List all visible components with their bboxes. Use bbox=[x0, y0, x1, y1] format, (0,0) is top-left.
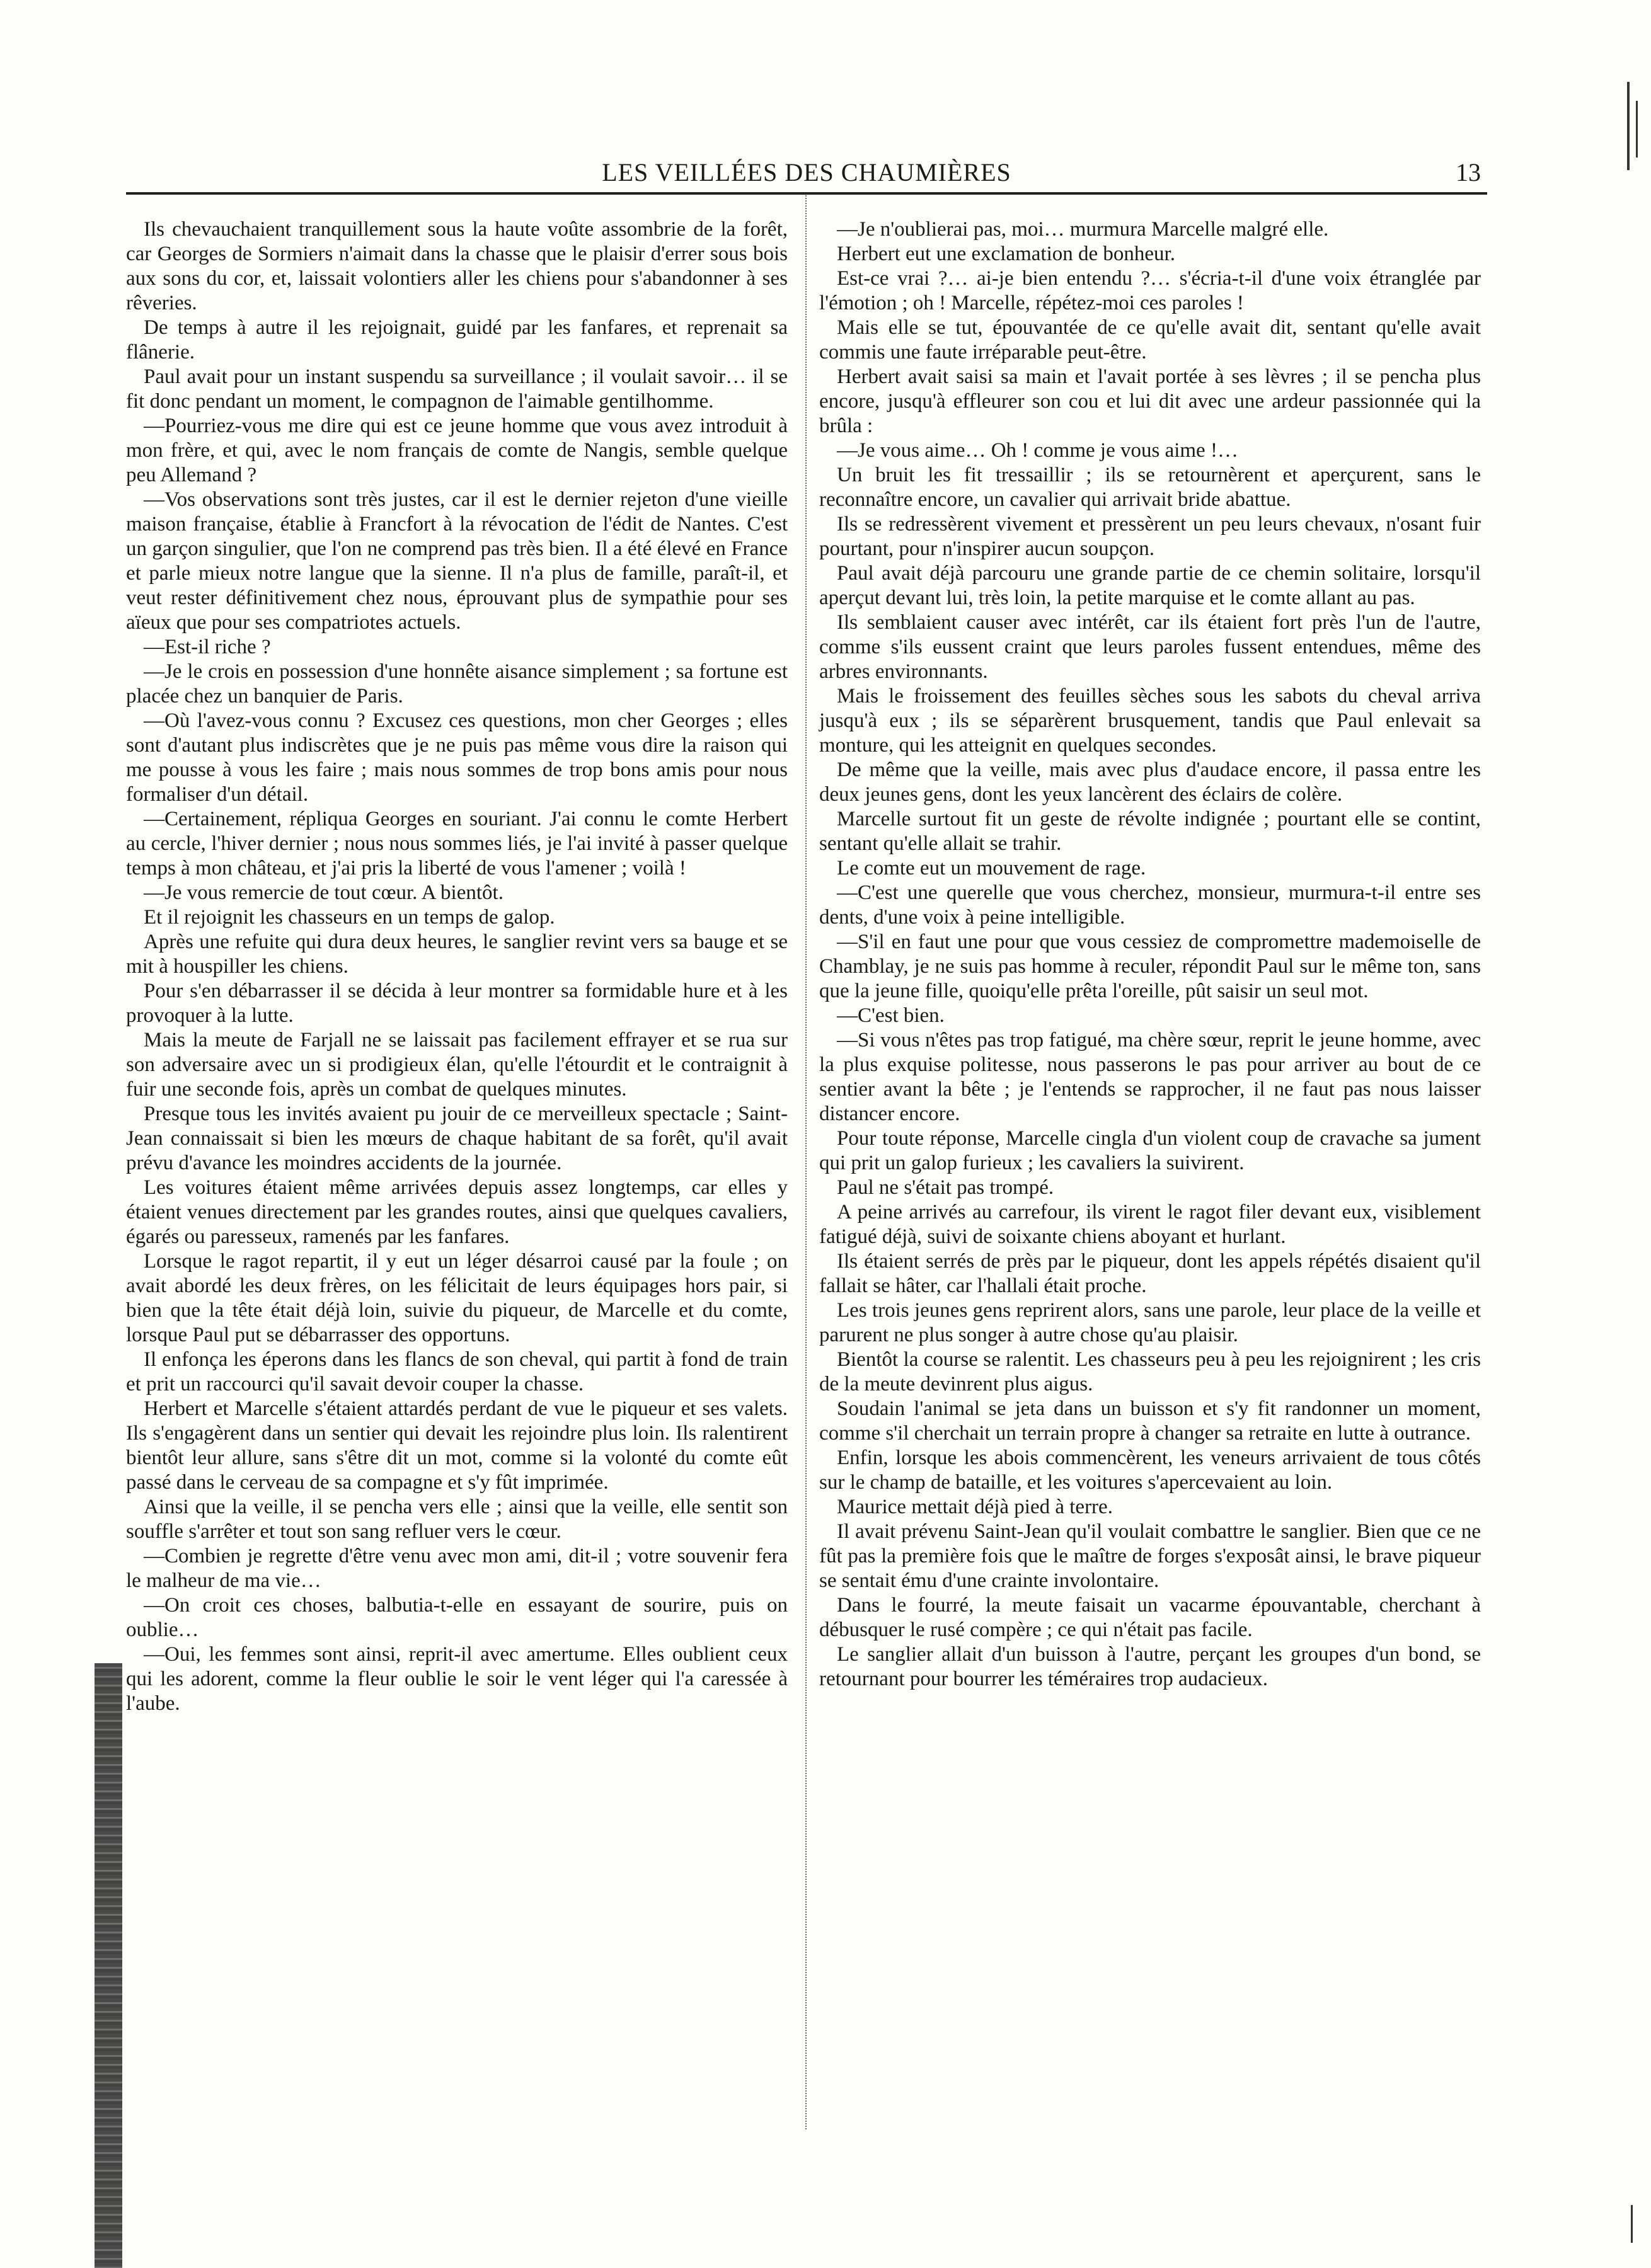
paragraph: —Où l'avez-vous connu ? Excusez ces questions, mon cher Georges ; elles sont d'autant plus indiscrètes que je ne puis pas même vous dire la raison qui me pousse à vous les faire ; mais nous sommes de trop bons amis pour nous formaliser d'un détail. bbox=[126, 709, 788, 806]
paragraph: Le sanglier allait d'un buisson à l'autre, perçant les groupes d'un bond, se retournant pour bourrer les téméraires trop audacieux. bbox=[819, 1643, 1481, 1690]
paragraph: Mais elle se tut, épouvantée de ce qu'elle avait dit, sentant qu'elle avait commis une faute irréparable peut-être. bbox=[819, 316, 1481, 364]
paragraph: Ils se redressèrent vivement et pressèrent un peu leurs chevaux, n'osant fuir pourtant, pour n'inspirer aucun soupçon. bbox=[819, 513, 1481, 560]
paragraph: —Je vous aime… Oh ! comme je vous aime !… bbox=[837, 439, 1238, 462]
paragraph: —C'est une querelle que vous cherchez, monsieur, murmura-t-il entre ses dents, d'une voix à peine intelligible. bbox=[819, 881, 1481, 929]
paragraph: Ils chevauchaient tranquillement sous la haute voûte assombrie de la forêt, car Georges de Sormiers n'aimait dans la chasse que le plaisir d'errer sous bois aux sons du cor, et, laissait volontiers aller les chiens pour s'abandonner à ses rêveries. bbox=[126, 218, 788, 314]
paragraph: Herbert eut une exclamation de bonheur. bbox=[837, 243, 1175, 265]
scan-edge-marks bbox=[1601, 0, 1651, 2268]
column-divider bbox=[805, 195, 807, 2129]
paragraph: Après une refuite qui dura deux heures, le sanglier revint vers sa bauge et se mit à houspiller les chiens. bbox=[126, 931, 788, 978]
paragraph: Enfin, lorsque les abois commencèrent, les veneurs arrivaient de tous côtés sur le champ de bataille, et les voitures s'apercevaient au loin. bbox=[819, 1446, 1481, 1494]
paragraph: —Si vous n'êtes pas trop fatigué, ma chère sœur, reprit le jeune homme, avec la plus exquise politesse, nous passerons le pas pour arriver au bout de ce sentier avant la bête ; je l'entends se rapprocher, il ne faut pas nous laisser distancer encore. bbox=[819, 1029, 1481, 1125]
page-number: 13 bbox=[1456, 158, 1481, 186]
paragraph: Marcelle surtout fit un geste de révolte indignée ; pourtant elle se contint, sentant qu'elle allait se trahir. bbox=[819, 808, 1481, 855]
paragraph: Soudain l'animal se jeta dans un buisson et s'y fit randonner un moment, comme s'il cherchait un terrain propre à changer sa retraite en lutte à outrance. bbox=[819, 1397, 1481, 1445]
paragraph: —C'est bien. bbox=[837, 1004, 945, 1027]
paragraph: —S'il en faut une pour que vous cessiez de compromettre mademoiselle de Chamblay, je ne suis pas homme à reculer, répondit Paul sur le même ton, sans que la jeune fille, quoiqu'elle prêta l'oreille, pût saisir un seul mot. bbox=[819, 931, 1481, 1002]
paragraph: Pour s'en débarrasser il se décida à leur montrer sa formidable hure et à les provoquer à la lutte. bbox=[126, 980, 788, 1027]
paragraph: Il avait prévenu Saint-Jean qu'il voulait combattre le sanglier. Bien que ce ne fût pas la première fois que le maître de forges s'exposât ainsi, le brave piqueur se sentait ému d'une crainte involontaire. bbox=[819, 1520, 1481, 1592]
paragraph: —Est-il riche ? bbox=[144, 636, 271, 658]
paragraph: Ils semblaient causer avec intérêt, car ils étaient fort près l'un de l'autre, comme s'ils eussent craint que leurs paroles fussent entendues, même des arbres environnants. bbox=[819, 611, 1481, 683]
paragraph: —Pourriez-vous me dire qui est ce jeune homme que vous avez introduit à mon frère, et qui, avec le nom français de comte de Nangis, semble quelque peu Allemand ? bbox=[126, 415, 788, 486]
paragraph: —Je le crois en possession d'une honnête aisance simplement ; sa fortune est placée chez un banquier de Paris. bbox=[126, 660, 788, 707]
paragraph: Mais le froissement des feuilles sèches sous les sabots du cheval arriva jusqu'à eux ; ils se séparèrent brusquement, tandis que Paul enlevait sa monture, qui les atteignit en quelques secondes. bbox=[819, 685, 1481, 757]
paragraph: Paul avait déjà parcouru une grande partie de ce chemin solitaire, lorsqu'il aperçut devant lui, très loin, la petite marquise et le comte allant au pas. bbox=[819, 562, 1481, 609]
paragraph: Paul avait pour un instant suspendu sa surveillance ; il voulait savoir… il se fit donc pendant un moment, le compagnon de l'aimable gentilhomme. bbox=[126, 365, 788, 413]
paragraph: Lorsque le ragot repartit, il y eut un léger désarroi causé par la foule ; on avait abordé les deux frères, on les félicitait de leurs équipages hors pair, si bien que la tête était déjà loin, suivie du piqueur, de Marcelle et du comte, lorsque Paul put se débarrasser des opportuns. bbox=[126, 1250, 788, 1346]
header-rule bbox=[126, 192, 1487, 195]
paragraph: Maurice mettait déjà pied à terre. bbox=[837, 1496, 1113, 1518]
paragraph: —On croit ces choses, balbutia-t-elle en essayant de sourire, puis on oublie… bbox=[126, 1594, 788, 1641]
paragraph: Mais la meute de Farjall ne se laissait pas facilement effrayer et se rua sur son adversaire avec un si prodigieux élan, qu'elle l'étourdit et le contraignit à fuir une seconde fois, après un combat de quelques minutes. bbox=[126, 1029, 788, 1101]
paragraph: De temps à autre il les rejoignait, guidé par les fanfares, et reprenait sa flânerie. bbox=[126, 316, 788, 364]
paragraph: —Combien je regrette d'être venu avec mon ami, dit-il ; votre souvenir fera le malheur de ma vie… bbox=[126, 1545, 788, 1592]
paragraph: Ainsi que la veille, il se pencha vers elle ; ainsi que la veille, elle sentit son souffle s'arrêter et tout son sang refluer vers le cœur. bbox=[126, 1496, 788, 1543]
paragraph: De même que la veille, mais avec plus d'audace encore, il passa entre les deux jeunes gens, dont les yeux lancèrent des éclairs de colère. bbox=[819, 759, 1481, 806]
paragraph: Bientôt la course se ralentit. Les chasseurs peu à peu les rejoignirent ; les cris de la meute devinrent plus aigus. bbox=[819, 1348, 1481, 1395]
paragraph: Les trois jeunes gens reprirent alors, sans une parole, leur place de la veille et parurent ne plus songer à autre chose qu'au plaisir. bbox=[819, 1299, 1481, 1346]
page-header bbox=[126, 156, 1487, 188]
paragraph: —Vos observations sont très justes, car il est le dernier rejeton d'une vieille maison française, établie à Francfort à la révocation de l'édit de Nantes. C'est un garçon singulier, que l'on ne comprend pas très bien. Il a été élevé en France et parle mieux notre langue que la sienne. Il n'a plus de famille, paraît-il, et veut rester définitivement chez nous, éprouvant plus de sympathie pour ses aïeux que pour ses compatriotes actuels. bbox=[126, 488, 788, 634]
paragraph: Et il rejoignit les chasseurs en un temps de galop. bbox=[144, 906, 555, 929]
paragraph: Un bruit les fit tressaillir ; ils se retournèrent et aperçurent, sans le reconnaître encore, un cavalier qui arrivait bride abattue. bbox=[819, 464, 1481, 511]
paragraph: A peine arrivés au carrefour, ils virent le ragot filer devant eux, visiblement fatigué déjà, suivi de soixante chiens aboyant et hurlant. bbox=[819, 1201, 1481, 1248]
paragraph: Il enfonça les éperons dans les flancs de son cheval, qui partit à fond de train et prit un raccourci qu'il savait devoir couper la chasse. bbox=[126, 1348, 788, 1395]
paragraph: —Je vous remercie de tout cœur. A bientôt. bbox=[144, 881, 503, 904]
left-column bbox=[126, 217, 788, 1716]
paragraph: Paul ne s'était pas trompé. bbox=[837, 1176, 1054, 1199]
paragraph: Les voitures étaient même arrivées depuis assez longtemps, car elles y étaient venues directement par les grandes routes, ainsi que quelques cavaliers, égarés ou paresseux, ramenés par les fanfares. bbox=[126, 1176, 788, 1248]
paragraph: —Certainement, répliqua Georges en souriant. J'ai connu le comte Herbert au cercle, l'hiver dernier ; nous nous sommes liés, je l'ai invité à passer quelque temps à mon château, et j'ai pris la liberté de vous l'amener ; voilà ! bbox=[126, 808, 788, 879]
paragraph: —Oui, les femmes sont ainsi, reprit-il avec amertume. Elles oublient ceux qui les adorent, comme la fleur oublie le soir le vent léger qui l'a caressée à l'aube. bbox=[126, 1643, 788, 1715]
paragraph: Presque tous les invités avaient pu jouir de ce merveilleux spectacle ; Saint-Jean connaissait si bien les mœurs de chaque habitant de sa forêt, qu'il avait prévu d'avance les moindres accidents de la journée. bbox=[126, 1102, 788, 1174]
binding-gutter bbox=[95, 1663, 122, 2268]
paragraph: Pour toute réponse, Marcelle cingla d'un violent coup de cravache sa jument qui prit un galop furieux ; les cavaliers la suivirent. bbox=[819, 1127, 1481, 1174]
paragraph: Est-ce vrai ?… ai-je bien entendu ?… s'écria-t-il d'une voix étranglée par l'émotion ; oh ! Marcelle, répétez-moi ces paroles ! bbox=[819, 267, 1481, 314]
running-title: LES VEILLÉES DES CHAUMIÈRES bbox=[602, 158, 1011, 186]
paragraph: Herbert et Marcelle s'étaient attardés perdant de vue le piqueur et ses valets. Ils s'engagèrent dans un sentier qui devait les rejoindre plus loin. Ils ralentirent bientôt leur allure, sans s'être dit un mot, comme si la volonté du comte eût passé dans le cerveau de sa compagne et s'y fût imprimée. bbox=[126, 1397, 788, 1494]
right-column bbox=[819, 217, 1481, 1692]
paragraph: Ils étaient serrés de près par le piqueur, dont les appels répétés disaient qu'il fallait se hâter, car l'hallali était proche. bbox=[819, 1250, 1481, 1297]
paragraph: Dans le fourré, la meute faisait un vacarme épouvantable, cherchant à débusquer le rusé compère ; ce qui n'était pas facile. bbox=[819, 1594, 1481, 1641]
paragraph: Herbert avait saisi sa main et l'avait portée à ses lèvres ; il se pencha plus encore, jusqu'à effleurer son cou et lui dit avec une ardeur passionnée qui la brûla : bbox=[819, 365, 1481, 437]
paragraph: —Je n'oublierai pas, moi… murmura Marcelle malgré elle. bbox=[837, 218, 1329, 241]
paragraph: Le comte eut un mouvement de rage. bbox=[837, 857, 1146, 879]
